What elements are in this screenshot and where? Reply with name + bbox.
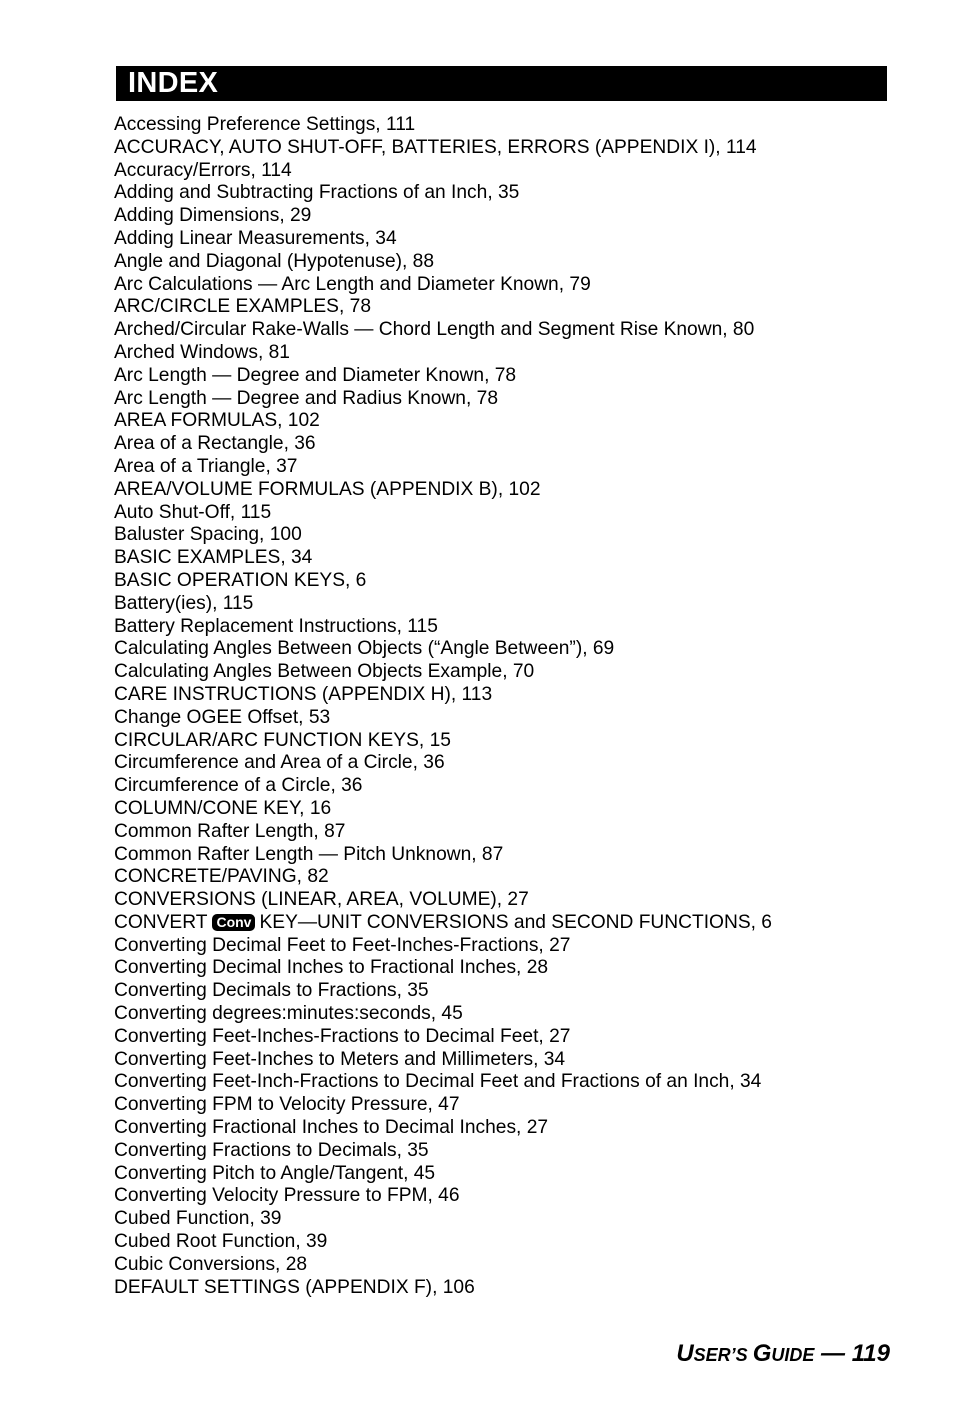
index-entry: BASIC EXAMPLES, 34 [114, 547, 313, 569]
index-entry: CIRCULAR/ARC FUNCTION KEYS, 15 [114, 729, 451, 751]
footer-ser: SER’S [693, 1345, 753, 1365]
index-entry: Converting degrees:minutes:seconds, 45 [114, 1003, 463, 1025]
index-entry: ACCURACY, AUTO SHUT-OFF, BATTERIES, ERRORS (APPENDIX I), 114 [114, 136, 757, 158]
index-entry: Calculating Angles Between Objects (“Angle Between”), 69 [114, 638, 615, 660]
index-entry: Circumference of a Circle, 36 [114, 775, 363, 797]
index-entry: Calculating Angles Between Objects Example, 70 [114, 661, 535, 683]
index-entry: AREA/VOLUME FORMULAS (APPENDIX B), 102 [114, 478, 541, 500]
conv-key-icon: Conv [212, 914, 255, 931]
convert-entry-suffix: KEY—UNIT CONVERSIONS and SECOND FUNCTIONS, 6 [259, 911, 772, 933]
index-entry: Converting Decimal Inches to Fractional Inches, 28 [114, 957, 549, 979]
index-entry: Cubic Conversions, 28 [114, 1253, 308, 1275]
index-entry: Converting Pitch to Angle/Tangent, 45 [114, 1162, 436, 1184]
index-entry: Auto Shut-Off, 115 [114, 501, 272, 523]
index-entry: ARC/CIRCLE EXAMPLES, 78 [114, 296, 371, 318]
index-entry: Converting Feet-Inches-Fractions to Decimal Feet, 27 [114, 1025, 571, 1047]
index-entry: Common Rafter Length — Pitch Unknown, 87 [114, 843, 504, 865]
convert-entry-prefix: CONVERT [114, 911, 208, 933]
index-entry: Converting Feet-Inches to Meters and Millimeters, 34 [114, 1048, 566, 1070]
index-entry: CARE INSTRUCTIONS (APPENDIX H), 113 [114, 683, 493, 705]
index-entry: BASIC OPERATION KEYS, 6 [114, 569, 367, 591]
index-entry: Converting Decimal Feet to Feet-Inches-Fractions, 27 [114, 934, 571, 956]
index-entry: Converting Fractional Inches to Decimal Inches, 27 [114, 1117, 549, 1139]
page-footer [676, 1340, 890, 1368]
index-entry: Accuracy/Errors, 114 [114, 159, 292, 181]
page-title: INDEX [128, 67, 219, 99]
index-entry: Converting Feet-Inch-Fractions to Decimal Feet and Fractions of an Inch, 34 [114, 1071, 762, 1093]
index-entry: Area of a Rectangle, 36 [114, 433, 316, 455]
index-entry: Battery(ies), 115 [114, 592, 254, 614]
index-entry: Change OGEE Offset, 53 [114, 706, 331, 728]
index-entry: Arched Windows, 81 [114, 341, 290, 363]
footer-letter-u: U [676, 1340, 694, 1367]
index-entry: Converting Fractions to Decimals, 35 [114, 1139, 429, 1161]
index-entry: DEFAULT SETTINGS (APPENDIX F), 106 [114, 1276, 475, 1298]
index-entry: AREA FORMULAS, 102 [114, 410, 320, 432]
index-entry: Adding Linear Measurements, 34 [114, 227, 397, 249]
index-entry: Circumference and Area of a Circle, 36 [114, 752, 445, 774]
index-entry: Adding and Subtracting Fractions of an Inch, 35 [114, 182, 520, 204]
index-entry: CONVERSIONS (LINEAR, AREA, VOLUME), 27 [114, 889, 529, 911]
index-entry: Cubed Root Function, 39 [114, 1231, 328, 1253]
index-entry: Arched/Circular Rake-Walls — Chord Length and Segment Rise Known, 80 [114, 319, 755, 341]
index-entry: Baluster Spacing, 100 [114, 524, 302, 546]
footer-letter-g: G [752, 1340, 772, 1367]
index-entry: Arc Length — Degree and Radius Known, 78 [114, 387, 498, 409]
index-entry: Battery Replacement Instructions, 115 [114, 615, 438, 637]
index-entry: Arc Calculations — Arc Length and Diameter Known, 79 [114, 273, 591, 295]
footer-uide: UIDE [771, 1345, 815, 1365]
index-entry: Angle and Diagonal (Hypotenuse), 88 [114, 250, 435, 272]
index-entry: CONCRETE/PAVING, 82 [114, 866, 329, 888]
index-header-bar [116, 66, 887, 101]
index-entry: Cubed Function, 39 [114, 1208, 282, 1230]
index-list [114, 114, 904, 1299]
index-entry: Adding Dimensions, 29 [114, 205, 312, 227]
index-entry: Common Rafter Length, 87 [114, 820, 346, 842]
index-entry: Arc Length — Degree and Diameter Known, 78 [114, 364, 517, 386]
index-entry: Accessing Preference Settings, 111 [114, 114, 416, 135]
index-entry: COLUMN/CONE KEY, 16 [114, 797, 332, 819]
index-entry: Area of a Triangle, 37 [114, 455, 298, 477]
page-number: — 119 [814, 1340, 890, 1367]
index-entry-convert [114, 912, 904, 935]
index-entry: Converting Velocity Pressure to FPM, 46 [114, 1185, 460, 1207]
index-entry: Converting FPM to Velocity Pressure, 47 [114, 1094, 460, 1116]
index-entry: Converting Decimals to Fractions, 35 [114, 980, 429, 1002]
